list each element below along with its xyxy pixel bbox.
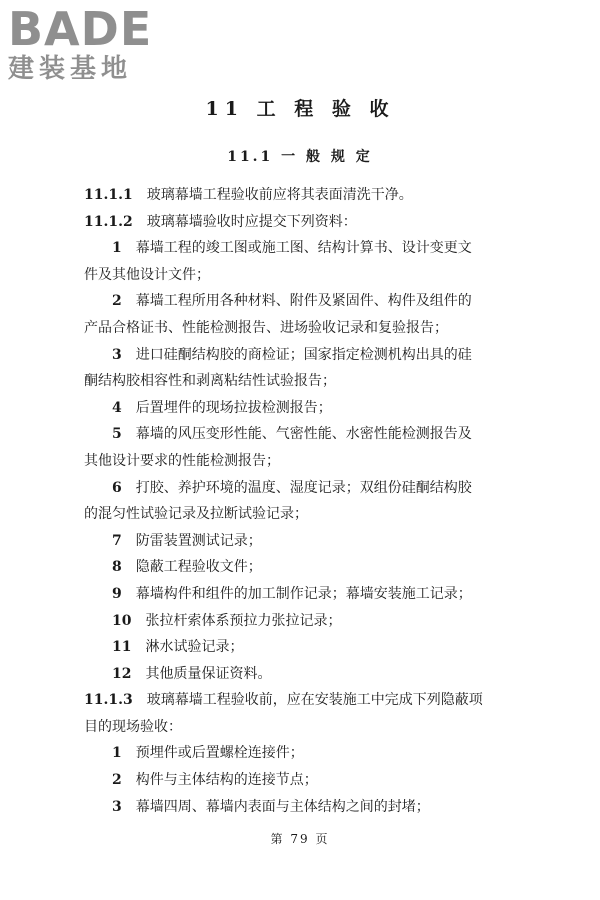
- item-number: 4: [112, 399, 122, 416]
- item-text: 其他质量保证资料。: [145, 665, 272, 682]
- list-item-continuation: 产品合格证书、性能检测报告、进场验收记录和复验报告；: [84, 319, 448, 336]
- clause-number: 11.1.1: [84, 187, 133, 203]
- clause-text: 玻璃幕墙验收时应提交下列资料：: [146, 213, 357, 230]
- item-text: 幕墙构件和组件的加工制作记录；幕墙安装施工记录；: [135, 585, 472, 602]
- item-number: 2: [112, 293, 122, 310]
- page-number: 第 79 页: [270, 832, 330, 846]
- clause-11-1-3: [84, 687, 524, 714]
- list-item: [84, 288, 524, 315]
- item-number: 12: [112, 665, 132, 682]
- item-number: 3: [112, 346, 122, 363]
- list-item-continuation: 其他设计要求的性能检测报告；: [84, 452, 280, 469]
- logo-mark: BADE: [8, 2, 153, 56]
- list-item: [84, 608, 524, 635]
- list-item: [84, 554, 524, 581]
- item-text: 预埋件或后置螺栓连接件；: [135, 745, 304, 762]
- clause-continuation: 目的现场验收：: [84, 718, 182, 735]
- logo: [8, 4, 178, 84]
- list-item: [84, 342, 524, 369]
- item-text: 构件与主体结构的连接节点；: [135, 772, 318, 789]
- item-text: 防雷装置测试记录；: [135, 532, 262, 549]
- item-text: 隐蔽工程验收文件；: [135, 559, 262, 576]
- item-text: 幕墙工程所用各种材料、附件及紧固件、构件及组件的: [135, 293, 472, 310]
- item-text: 进口硅酮结构胶的商检证；国家指定检测机构出具的硅: [135, 346, 472, 363]
- list-item-continuation: 件及其他设计文件；: [84, 266, 210, 283]
- list-item: [84, 475, 524, 502]
- item-number: 11: [112, 639, 132, 656]
- item-number: 1: [112, 240, 122, 257]
- list-item: [84, 421, 524, 448]
- item-number: 8: [112, 559, 122, 576]
- chapter-title: 11 工 程 验 收: [205, 98, 395, 120]
- logo-subtitle: 建装基地: [8, 54, 133, 84]
- item-number: 3: [112, 798, 122, 815]
- section-title: 11.1 一 般 规 定: [227, 149, 373, 165]
- list-item: [84, 395, 524, 422]
- clause-number: 11.1.3: [84, 692, 133, 709]
- item-text: 后置埋件的现场拉拔检测报告；: [135, 399, 332, 416]
- list-item: [84, 528, 524, 555]
- item-text: 幕墙四周、幕墙内表面与主体结构之间的封堵；: [135, 798, 430, 815]
- clause-11-1-2: [84, 209, 524, 236]
- item-text: 张拉杆索体系预拉力张拉记录；: [145, 612, 342, 629]
- item-number: 9: [112, 585, 122, 602]
- item-number: 5: [112, 426, 122, 443]
- list-item: [84, 634, 524, 661]
- list-item: [84, 661, 524, 688]
- item-text: 淋水试验记录；: [145, 639, 244, 656]
- document-body: [84, 182, 524, 820]
- clause-number: 11.1.2: [84, 213, 133, 230]
- list-item: [84, 581, 524, 608]
- item-number: 10: [112, 612, 132, 629]
- clause-11-1-1: [84, 182, 524, 209]
- list-item-continuation: 酮结构胶相容性和剥离粘结性试验报告；: [84, 373, 336, 390]
- clause-text: 玻璃幕墙工程验收前，应在安装施工中完成下列隐蔽项: [146, 692, 483, 709]
- list-item: [84, 767, 524, 794]
- item-number: 2: [112, 772, 122, 789]
- item-text: 幕墙工程的竣工图或施工图、结构计算书、设计变更文: [135, 240, 472, 257]
- item-number: 7: [112, 532, 122, 549]
- item-text: 幕墙的风压变形性能、气密性能、水密性能检测报告及: [135, 426, 472, 443]
- list-item: [84, 235, 524, 262]
- list-item: [84, 740, 524, 767]
- clause-text: 玻璃幕墙工程验收前应将其表面清洗干净。: [146, 187, 413, 203]
- item-number: 6: [112, 479, 122, 496]
- item-text: 打胶、养护环境的温度、湿度记录；双组份硅酮结构胶: [135, 479, 472, 496]
- list-item-continuation: 的混匀性试验记录及拉断试验记录；: [84, 506, 308, 523]
- list-item: [84, 794, 524, 821]
- item-number: 1: [112, 745, 122, 762]
